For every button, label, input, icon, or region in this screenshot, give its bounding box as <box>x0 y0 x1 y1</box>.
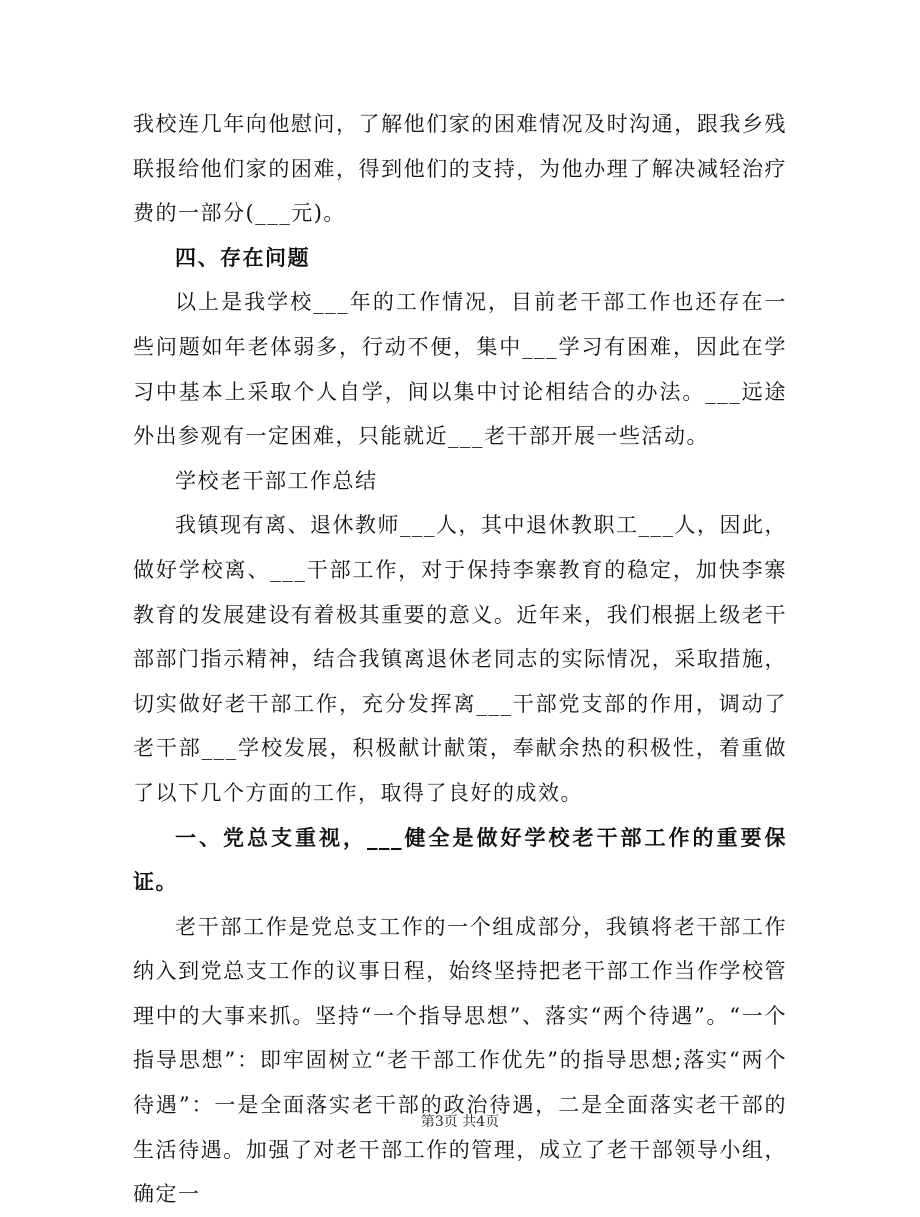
section-heading-problems: 四、存在问题 <box>175 244 310 270</box>
paragraph-intro: 我镇现有离、退休教师___人，其中退休教职工___人，因此，做好学校离、___干部工作，对于保持李寨教育的稳定，加快李寨教育的发展建设有着极其重要的意义。近年来，我们根据上级老干部部门指示精神，结合我镇离退休老同志的实际情况，采取措施，切实做好老干部工作，充分发挥离___干部党支部的作用，调动了老干部___学校发展，积极献计献策，奉献余热的积极性，着重做了以下几个方面的工作，取得了良好的成效。 <box>133 513 787 805</box>
page-number-footer: 第3页 共4页 <box>420 1114 500 1130</box>
paragraph-continuation: 我校连几年向他慰问，了解他们家的困难情况及时沟通，跟我乡残联报给他们家的困难，得到他们的支持，为他办理了解决减轻治疗费的一部分(___元)。 <box>133 112 787 226</box>
document-body <box>133 102 787 1217</box>
paragraph-problems: 以上是我学校___年的工作情况，目前老干部工作也还存在一些问题如年老体弱多，行动不便，集中___学习有困难，因此在学习中基本上采取个人自学，间以集中讨论相结合的办法。___远途外出参观有一定困难，只能就近___老干部开展一些活动。 <box>133 290 787 449</box>
section-heading-one: 一、党总支重视，___健全是做好学校老干部工作的重要保证。 <box>133 824 787 895</box>
document-title: 学校老干部工作总结 <box>175 468 378 493</box>
paragraph-section-one: 老干部工作是党总支工作的一个组成部分，我镇将老干部工作纳入到党总支工作的议事日程，始终坚持把老干部工作当作学校管理中的大事来抓。坚持“一个指导思想”、落实“两个待遇”。“一个指导思想”：即牢固树立“老干部工作优先”的指导思想;落实“两个待遇”：一是全面落实老干部的政治待遇，二是全面落实老干部的生活待遇。加强了对老干部工作的管理，成立了老干部领导小组，确定一 <box>133 914 787 1207</box>
